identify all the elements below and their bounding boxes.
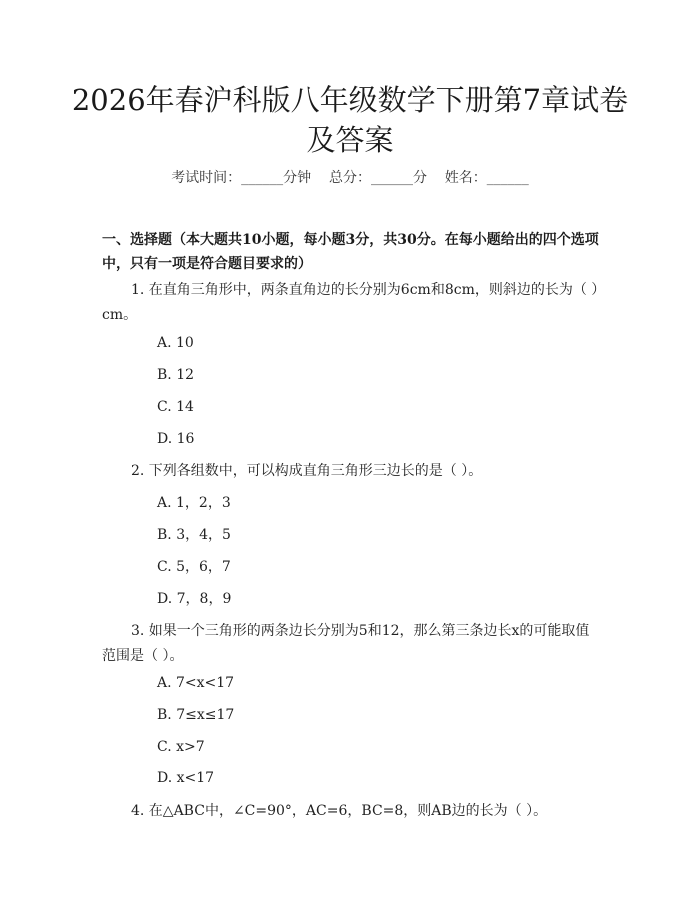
question-2-option-b[interactable]: B. 3，4，5: [157, 527, 231, 543]
question-3-option-b[interactable]: B. 7≤x≤17: [157, 707, 235, 723]
question-3-option-a[interactable]: A. 7<x<17: [157, 675, 235, 691]
question-2-option-d[interactable]: D. 7，8，9: [157, 591, 232, 607]
page-title: 2026年春沪科版八年级数学下册第7章试卷及答案: [71, 83, 629, 157]
question-2: 2. 下列各组数中，可以构成直角三角形三边长的是（ ）。: [131, 463, 483, 479]
question-1-option-d[interactable]: D. 16: [157, 431, 195, 447]
question-4: 4. 在△ABC中，∠C=90°，AC=6，BC=8，则AB边的长为（ ）。: [131, 803, 548, 819]
exam-info-line: 考试时间：______分钟 总分：______分 姓名：______: [171, 170, 529, 186]
question-2-option-a[interactable]: A. 1，2，3: [157, 495, 231, 511]
question-1-option-c[interactable]: C. 14: [157, 399, 194, 415]
question-1-option-a[interactable]: A. 10: [157, 335, 194, 351]
section-heading: 一、选择题（本大题共10小题，每小题3分，共30分。在每小题给出的四个选项中，只有一项是符合题目要求的）: [102, 232, 599, 272]
question-1: 1. 在直角三角形中，两条直角边的长分别为6cm和8cm，则斜边的长为（ ）cm。: [102, 282, 599, 323]
question-3: 3. 如果一个三角形的两条边长分别为5和12，那么第三条边长x的可能取值范围是（ ）。: [102, 623, 590, 664]
question-1-option-b[interactable]: B. 12: [157, 367, 195, 383]
question-2-option-c[interactable]: C. 5，6，7: [157, 559, 231, 575]
question-3-option-c[interactable]: C. x>7: [157, 739, 205, 755]
question-3-option-d[interactable]: D. x<17: [157, 770, 215, 786]
